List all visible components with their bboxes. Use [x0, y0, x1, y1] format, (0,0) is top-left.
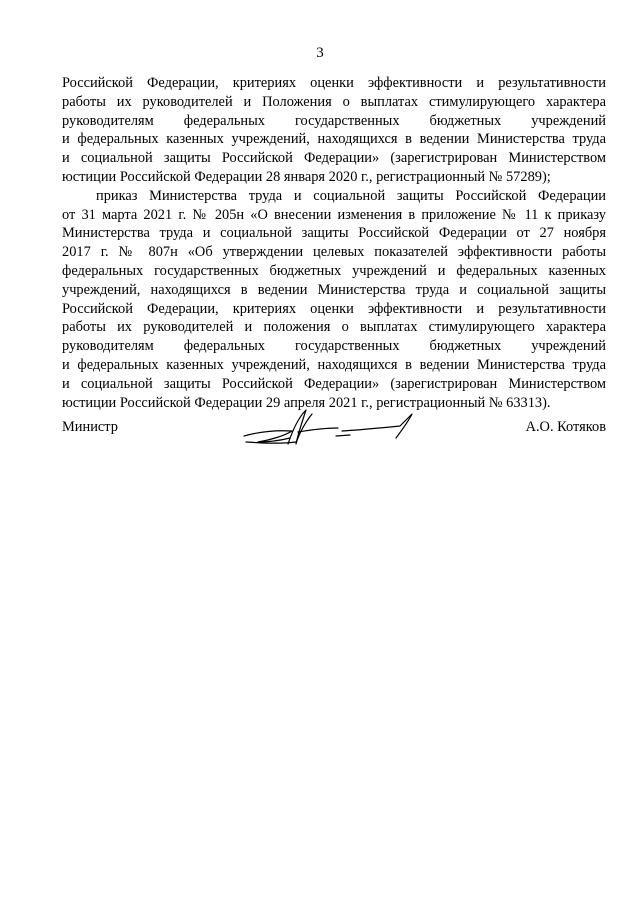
text-line: приказ Министерства труда и социальной защиты Российской Федерации [96, 187, 606, 204]
text-line: Российской Федерации, критериях оценки эффективности и результативности [62, 300, 606, 317]
text-line: юстиции Российской Федерации 29 апреля 2021 г., регистрационный № 63313). [62, 394, 551, 411]
text-line: Министерства труда и социальной защиты Российской Федерации от 27 ноября [62, 225, 606, 242]
paragraph-1 [62, 74, 606, 187]
text-line: юстиции Российской Федерации 28 января 2020 г., регистрационный № 57289); [62, 168, 551, 185]
text-line: работы их руководителей и положения о выплатах стимулирующего характера [62, 319, 606, 336]
text-line: и федеральных казенных учреждений, находящихся в ведении Министерства труда [62, 131, 606, 148]
text-line: федеральных государственных бюджетных учреждений и федеральных казенных [62, 262, 606, 279]
signatory-title: Министр [62, 419, 118, 435]
handwritten-signature [240, 406, 420, 454]
signature-block [62, 406, 606, 456]
text-line: работы их руководителей и Положения о выплатах стимулирующего характера [62, 93, 606, 110]
text-line: и социальной защиты Российской Федерации» (зарегистрирован Министерством [62, 150, 606, 167]
text-line: руководителям федеральных государственных бюджетных учреждений [62, 338, 606, 355]
text-line: учреждений, находящихся в ведении Министерства труда и социальной защиты [62, 281, 606, 298]
text-line: 2017 г. № 807н «Об утверждении целевых показателей эффективности работы [62, 244, 606, 261]
text-line: и федеральных казенных учреждений, находящихся в ведении Министерства труда [62, 356, 606, 373]
page-number: 3 [316, 45, 324, 61]
text-line: и социальной защиты Российской Федерации» (зарегистрирован Министерством [62, 375, 606, 392]
text-line: от 31 марта 2021 г. № 205н «О внесении изменения в приложение № 11 к приказу [62, 206, 606, 223]
text-line: руководителям федеральных государственных бюджетных учреждений [62, 112, 606, 129]
signatory-name: А.О. Котяков [525, 419, 606, 435]
text-line: Российской Федерации, критериях оценки эффективности и результативности [62, 75, 606, 91]
paragraph-2 [62, 187, 606, 413]
document-body [62, 74, 606, 412]
